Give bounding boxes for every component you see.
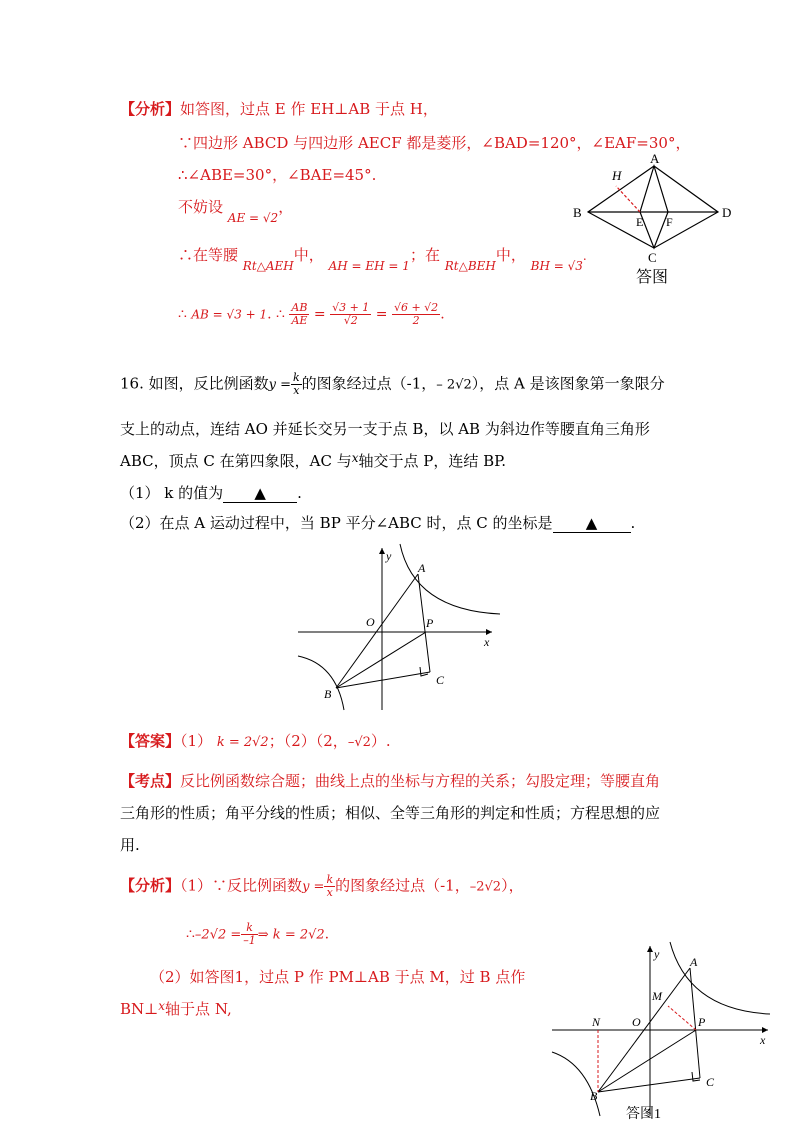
answer-blank: ▲ [223, 484, 297, 503]
fraction: $\frac{√6 + √2}{2}$ [393, 301, 439, 327]
analysis-tag: 【分析】 [120, 876, 181, 895]
q15-analysis-line5: ∴在等腰 $_{Rt\triangle AEH}$中， $_{AH = EH = 1}$；在 $_{Rt\triangle BEH}$中， $_{BH = √3}$. [178, 246, 587, 273]
label-h: H [612, 168, 622, 183]
label-a: A [690, 955, 698, 969]
label-x: x [484, 635, 490, 649]
label-x: x [760, 1033, 766, 1047]
q16-answer: 【答案】（1） k = 2√2；（2）（2，–√2）. [120, 732, 391, 750]
q15-analysis-line4: 不妨设 $_{AE = √2}$， [178, 198, 294, 225]
q16-figure [292, 538, 502, 716]
q15-analysis-line3: ∴∠ABE=30°，∠BAE=45°. [178, 166, 377, 184]
right-angle-mark [692, 1072, 700, 1081]
q16-analysis-line3: （2）如答图1，过点 P 作 PM⊥AB 于点 M，过 B 点作 [150, 968, 526, 986]
curve-branch-2 [298, 656, 344, 710]
answer-tag: 【答案】 [120, 732, 181, 750]
analysis-tag: 【分析】 [120, 100, 181, 118]
q16-line2: 支上的动点，连结 AO 并延长交另一支于点 B，以 AB 为斜边作等腰直角三角形 [120, 420, 650, 438]
q16-part1: （1） k 的值为 ▲ . [120, 484, 302, 502]
q16-part2: （2）在点 A 运动过程中，当 BP 平分∠ABC 时，点 C 的坐标是 ▲ . [120, 514, 636, 532]
q15-analysis-line6: ∴ AB = √3 + 1. ∴ $\frac{AB}{AE}$ = $\frac{√3 + 1}{√2}$ = $\frac{√6 + √2}{2}$ . [178, 301, 445, 327]
label-b: B [573, 205, 582, 220]
label-y: y [654, 947, 660, 961]
fraction: $\frac{AB}{AE}$ [291, 301, 308, 327]
label-o: O [366, 615, 375, 629]
rhombus-abcd [588, 166, 718, 248]
curve-branch-2 [552, 1052, 600, 1116]
label-a: A [418, 561, 426, 575]
q16-kaodian-line1: 【考点】反比例函数综合题；曲线上点的坐标与方程的关系；勾股定理；等腰直角 [120, 772, 661, 790]
figure-caption: 答图 [636, 269, 669, 286]
answer-blank: ▲ [553, 514, 631, 533]
rhombus-aecf [640, 166, 668, 248]
label-e: E [636, 215, 644, 229]
segment-pm [668, 1006, 696, 1030]
fraction: $\frac{k}{x}$ [293, 371, 300, 397]
q16-kaodian-line2: 三角形的性质；角平分线的性质；相似、全等三角形的判定和性质；方程思想的应 [120, 804, 661, 822]
label-b: B [324, 687, 332, 701]
segment-bc [336, 672, 430, 688]
q16-analysis-line1: 【分析】（1）∵反比例函数y = $\frac{k}{x}$ 的图象经过点（-1，–2√2）， [120, 873, 524, 899]
label-y: y [386, 549, 392, 563]
label-p: P [698, 1015, 706, 1029]
kaodian-tag: 【考点】 [120, 772, 181, 790]
segment-bp [336, 632, 426, 688]
label-d: D [722, 205, 732, 220]
label-m: M [652, 989, 662, 1003]
label-c: C [436, 673, 445, 687]
q15-rhombus-figure [568, 150, 748, 292]
q16-analysis-line2: ∴–2√2 = $\frac{k}{-1}$ ⇒ k = 2√2. [186, 921, 330, 947]
label-b: B [590, 1089, 598, 1103]
curve-branch-1 [670, 942, 770, 1014]
q16-answer-figure [548, 940, 776, 1126]
segment-ab [336, 574, 418, 688]
fraction: $\frac{√3 + 1}{√2}$ [332, 301, 370, 327]
fraction: $\frac{k}{-1}$ [243, 921, 256, 947]
q16-kaodian-line3: 用. [120, 836, 140, 854]
label-n: N [592, 1015, 601, 1029]
label-c: C [648, 250, 657, 265]
label-c: C [706, 1075, 715, 1089]
segment-bp [598, 1030, 696, 1092]
q16-analysis-line4: BN⊥$^x$轴于点 N, [120, 999, 232, 1018]
label-o: O [632, 1015, 641, 1029]
label-p: P [426, 616, 434, 630]
label-a: A [650, 151, 660, 166]
segment-bc [598, 1078, 700, 1092]
fraction: $\frac{k}{x}$ [326, 873, 334, 899]
right-angle-mark [420, 667, 428, 676]
q15-analysis-line2: ∵四边形 ABCD 与四边形 AECF 都是菱形，∠BAD=120°，∠EAF=30°， [178, 134, 691, 152]
q15-analysis-line1: 【分析】如答图，过点 E 作 EH⊥AB 于点 H， [120, 100, 438, 118]
segment-eh [616, 186, 640, 212]
figure-caption: 答图1 [626, 1107, 661, 1122]
label-f: F [666, 215, 673, 229]
q16-line3: ABC，顶点 C 在第四象限，AC 与$^x$轴交于点 P，连结 BP. [120, 451, 506, 470]
q16-line1: 16. 如图，反比例函数y = $\frac{k}{x}$ 的图象经过点（-1，– 2√2），点 A 是该图象第一象限分 [120, 371, 665, 397]
